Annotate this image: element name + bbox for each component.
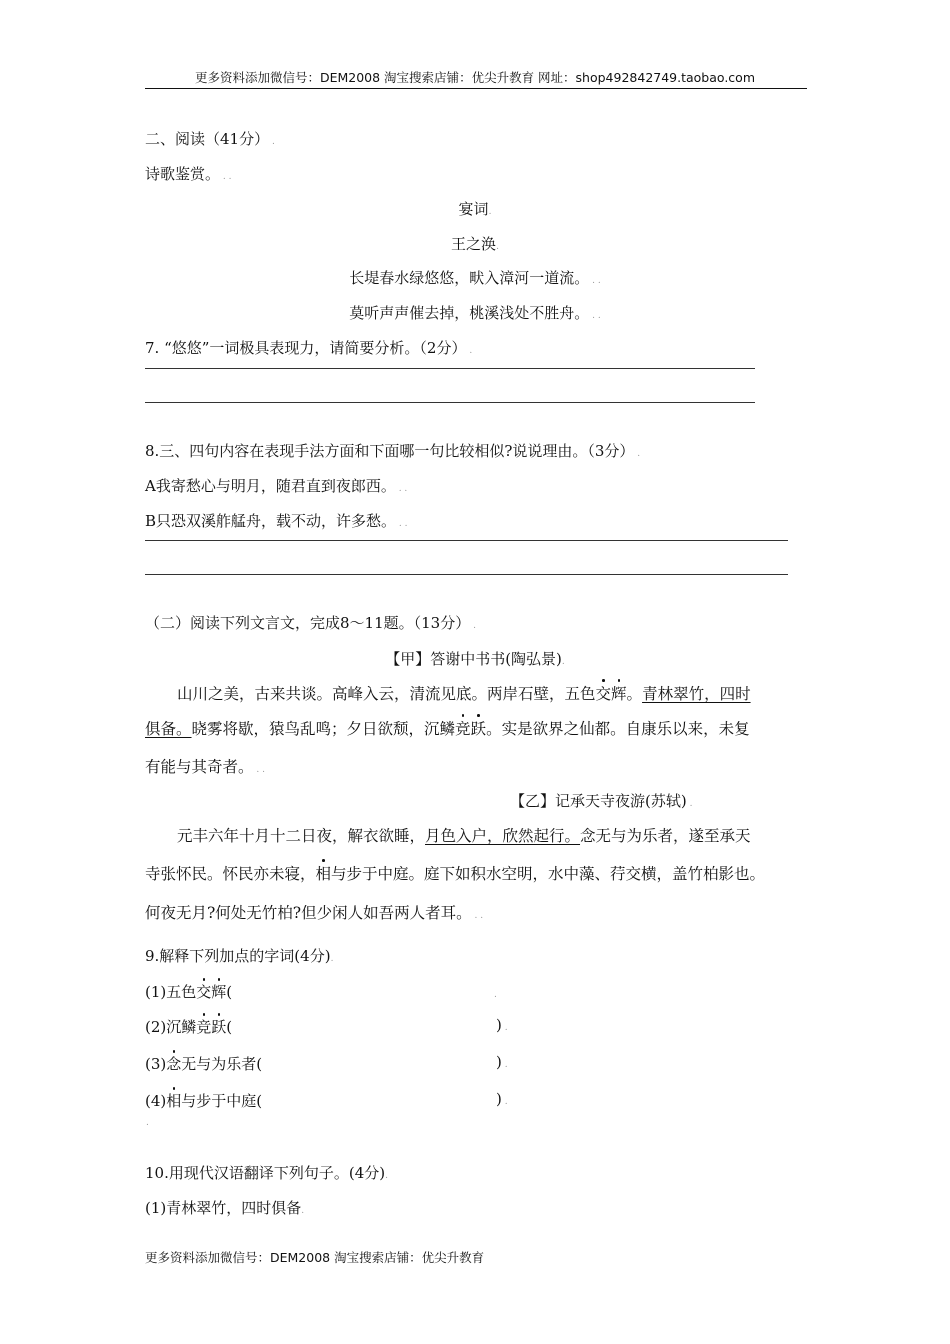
page-header: 更多资料添加微信号：DEM2008 淘宝搜索店铺：优尖升教育 网址：shop492842749.taobao.com xyxy=(194,70,756,85)
page-footer: 更多资料添加微信号：DEM2008 淘宝搜索店铺：优尖升教育 xyxy=(145,1250,485,1265)
emphasis-dot: 跃 xyxy=(211,1018,227,1036)
yi-line-2: 寺张怀民。怀民亦未寝，相与步于中庭。庭下如积水空明，水中藻、荇交横，盖竹柏影也。 xyxy=(145,862,765,884)
q9-close-paren: ) . xyxy=(496,1016,508,1034)
poem-author: 王之涣. xyxy=(451,235,499,253)
underlined-phrase: 俱备。 xyxy=(145,720,192,738)
poetry-label: 诗歌鉴赏。 . . xyxy=(145,165,232,183)
q9-item-1: (1)五色交辉( xyxy=(145,983,233,1001)
yi-line-1: 元丰六年十月十二日夜，解衣欲睡，月色入户，欣然起行。念无与为乐者，遂至承天 xyxy=(177,827,751,845)
jia-title: 【甲】答谢中书书(陶弘景). xyxy=(385,650,565,668)
format-mark: . xyxy=(146,1118,149,1128)
q10-item-1: (1)青林翠竹，四时俱备. xyxy=(145,1199,305,1217)
question-9: 9.解释下列加点的字词(4分). xyxy=(145,947,334,965)
emphasis-dot: 跃 xyxy=(471,717,487,739)
emphasis-dot: 竞 xyxy=(196,1018,212,1036)
emphasis-dot: 辉 xyxy=(211,983,227,1001)
yi-title: 【乙】记承天寺夜游(苏轼) . xyxy=(510,792,693,810)
emphasis-dot: 竞 xyxy=(455,717,471,739)
emphasis-dot: 念 xyxy=(166,1055,182,1073)
part-2-title: （二）阅读下列文言文，完成8～11题。（13分） . xyxy=(145,614,476,632)
poem-title: 宴词. xyxy=(458,200,492,218)
question-7: 7. “悠悠”一词极具表现力，请简要分析。（2分） . xyxy=(145,339,473,357)
question-8: 8.三、四句内容在表现手法方面和下面哪一句比较相似?说说理由。（3分） . xyxy=(145,442,641,460)
emphasis-dot: 相 xyxy=(316,862,332,884)
q9-item-3: (3)念无与为乐者( xyxy=(145,1055,263,1073)
answer-line[interactable] xyxy=(145,402,755,403)
jia-line-3: 有能与其奇者。 . . xyxy=(145,758,265,776)
emphasis-dot: 交 xyxy=(596,682,612,704)
underlined-phrase: 青林翠竹，四时 xyxy=(642,685,751,703)
header-rule xyxy=(145,88,807,89)
q9-close-paren: ) . xyxy=(496,1090,508,1108)
section-title: 二、阅读（41分） . xyxy=(145,130,275,148)
yi-line-3: 何夜无月?何处无竹柏?但少闲人如吾两人者耳。 . . xyxy=(145,904,484,922)
answer-line[interactable] xyxy=(145,540,788,541)
q9-item-2: (2)沉鳞竞跃( xyxy=(145,1018,233,1036)
emphasis-dot: 辉 xyxy=(611,682,627,704)
answer-line[interactable] xyxy=(145,368,755,369)
answer-line[interactable] xyxy=(145,574,788,575)
format-mark: . xyxy=(494,990,497,1000)
underlined-phrase: 月色入户，欣然起行。 xyxy=(425,827,581,845)
jia-line-2: 俱备。晓雾将歇，猿鸟乱鸣；夕日欲颓，沉鳞竞跃。实是欲界之仙都。自康乐以来，未复 xyxy=(145,717,750,739)
option-b: B只恐双溪舴艋舟，载不动，许多愁。 . . xyxy=(145,512,408,530)
poem-line-2: 莫听声声催去掉，桃溪浅处不胜舟。 . . xyxy=(349,304,601,322)
emphasis-dot: 相 xyxy=(166,1092,182,1110)
emphasis-dot: 交 xyxy=(196,983,212,1001)
q9-close-paren: ) . xyxy=(496,1053,508,1071)
jia-line-1: 山川之美，古来共谈。高峰入云，清流见底。两岸石壁，五色交辉。青林翠竹，四时 xyxy=(177,682,751,704)
option-a: A我寄愁心与明月，随君直到夜郎西。 . . xyxy=(145,477,408,495)
poem-line-1: 长堤春水绿悠悠，畎入漳河一道流。 . . xyxy=(349,269,601,287)
q9-item-4: (4)相与步于中庭( xyxy=(145,1092,263,1110)
question-10: 10.用现代汉语翻译下列句子。(4分). xyxy=(145,1164,388,1182)
